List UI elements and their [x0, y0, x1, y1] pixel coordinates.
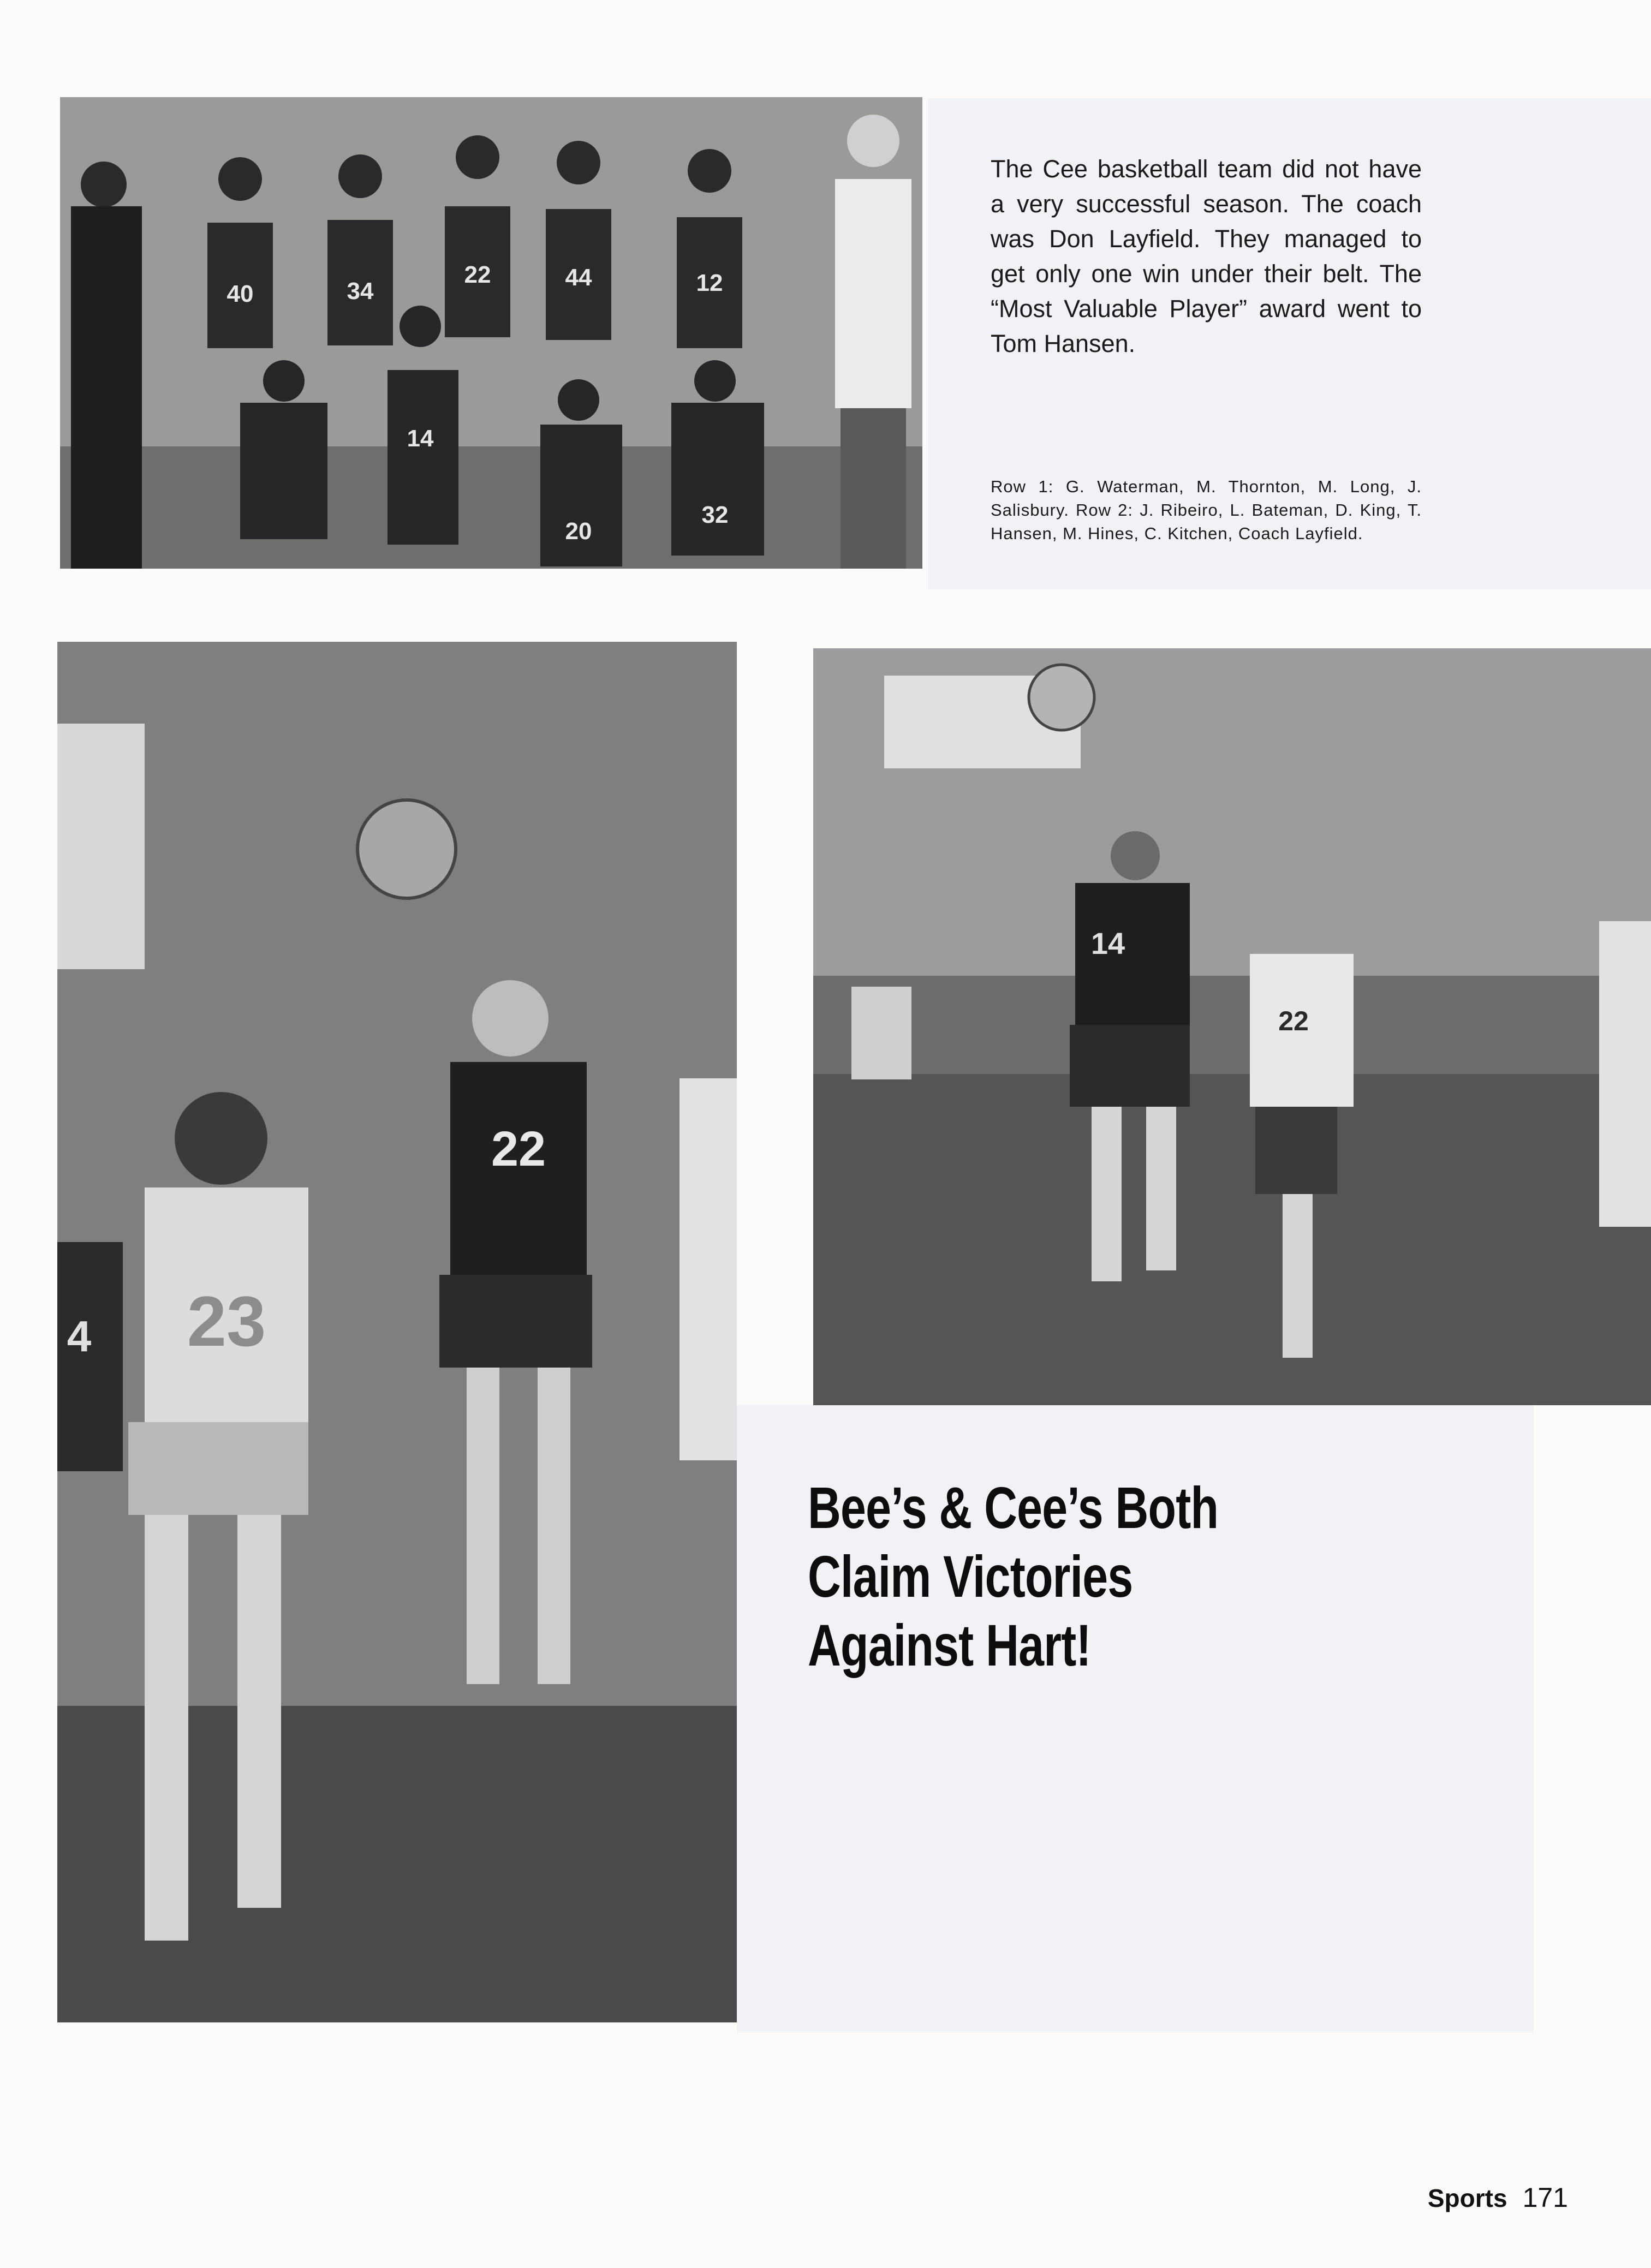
right-jersey-22: 22 [1278, 1006, 1309, 1036]
team-jersey-back-5: 12 [696, 270, 723, 296]
team-jersey-back-4: 44 [565, 264, 592, 291]
page-number: 171 [1522, 2182, 1568, 2213]
section-label: Sports [1427, 2184, 1507, 2212]
headline-line-1: Bee’s & Cee’s Both [808, 1475, 1219, 1541]
article-body: The Cee basketball team did not have a very successful season. The coach was Don Layfield. They managed to get only one win under their belt. The “Most Valuable Player” award went to Tom Hansen. [991, 155, 1422, 357]
action-photo-left [57, 642, 737, 2022]
team-jersey-back-2: 34 [347, 278, 374, 305]
team-jersey-front-2: 20 [565, 518, 592, 545]
left-jersey-23: 23 [187, 1281, 266, 1361]
headline [808, 1473, 1233, 1680]
team-jersey-front-3: 32 [701, 502, 729, 528]
headline-line-2: Claim Victories [808, 1543, 1133, 1609]
headline-line-3: Against Hart! [808, 1612, 1091, 1678]
team-jersey-front-1: 14 [407, 425, 434, 452]
right-jersey-14: 14 [1090, 926, 1125, 960]
team-photo [60, 97, 922, 569]
action-photo-right [813, 648, 1651, 1405]
page-footer [1428, 2182, 1568, 2213]
team-jersey-back-1: 40 [227, 280, 254, 307]
left-jersey-4: 4 [67, 1312, 92, 1360]
team-jersey-back-3: 22 [464, 261, 491, 288]
team-photo-caption: Row 1: G. Waterman, M. Thornton, M. Long, J. Salisbury. Row 2: J. Ribeiro, L. Bateman, D. King, T. Hansen, M. Hines, C. Kitchen, Coach Layfield. [991, 477, 1422, 543]
left-jersey-22: 22 [491, 1122, 546, 1177]
